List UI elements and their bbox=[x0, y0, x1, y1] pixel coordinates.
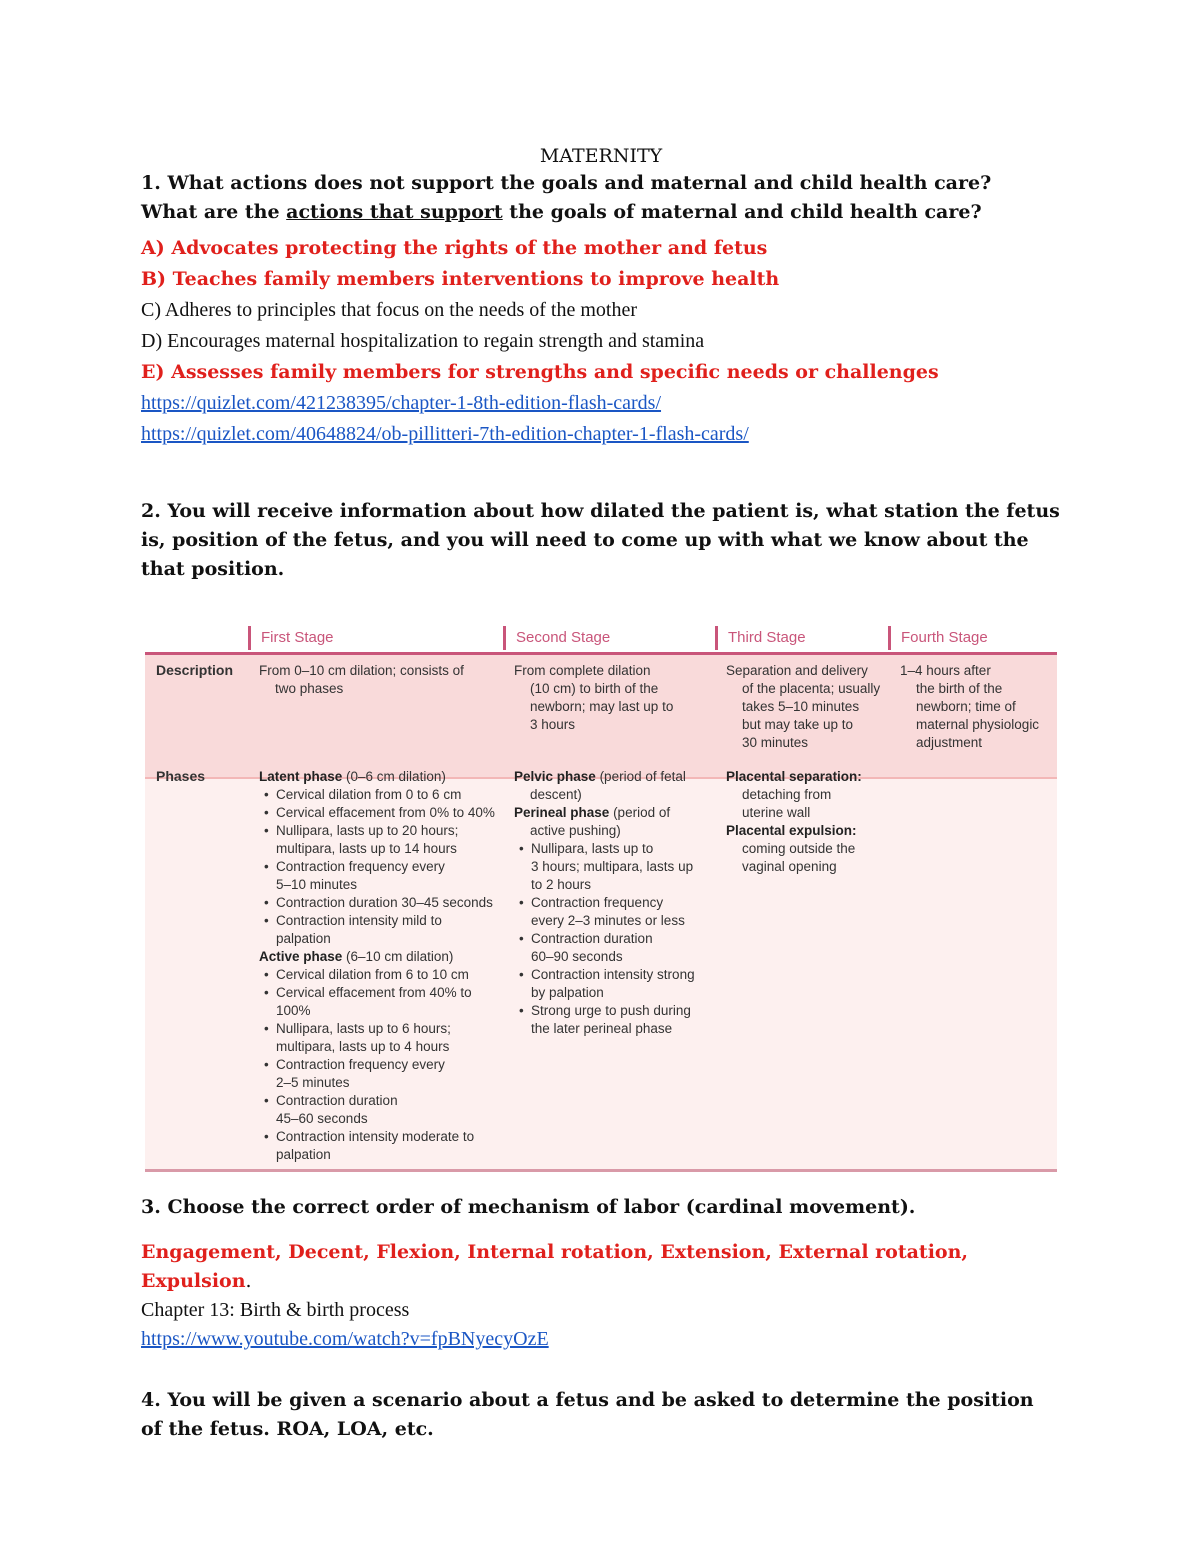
bullet-item-line: palpation bbox=[276, 931, 331, 946]
pelvic-phase-heading bbox=[514, 768, 714, 786]
placental-separation-desc: uterine wall bbox=[742, 805, 811, 820]
bullet-item-line: • Nullipara, lasts up to 6 hours; bbox=[259, 1020, 504, 1038]
desc-first bbox=[259, 662, 499, 698]
active-phase-title: Active phase bbox=[259, 949, 343, 964]
desc-fourth-line: the birth of the bbox=[916, 681, 1003, 696]
desc-third-line: Separation and delivery bbox=[726, 663, 868, 678]
latent-phase-heading bbox=[259, 768, 504, 786]
labor-stages-table bbox=[145, 622, 1057, 1172]
q1-option-c: C) Adheres to principles that focus on the needs of the mother bbox=[141, 299, 637, 321]
q1-line2-pre: What are the bbox=[141, 201, 287, 223]
q3-question: 3. Choose the correct order of mechanism of labor (cardinal movement). bbox=[141, 1196, 916, 1218]
desc-second-line: 3 hours bbox=[530, 717, 576, 732]
q1-link-1[interactable]: https://quizlet.com/421238395/chapter-1-8th-edition-flash-cards/ bbox=[141, 392, 662, 414]
desc-first-line: From 0–10 cm dilation; consists of bbox=[259, 663, 464, 678]
bullet-item-line: • Cervical dilation from 6 to 10 cm bbox=[259, 966, 504, 984]
bullet-item-line: • Cervical dilation from 0 to 6 cm bbox=[259, 786, 504, 804]
q3-answer-period: . bbox=[245, 1270, 252, 1292]
placental-expulsion-desc: coming outside the bbox=[742, 841, 856, 856]
desc-third bbox=[726, 662, 891, 752]
bullet-item-line: • Contraction duration bbox=[514, 930, 714, 948]
bullet-item-line: • Contraction intensity strong bbox=[514, 966, 714, 984]
bullet-item-line: • Contraction duration bbox=[259, 1092, 504, 1110]
desc-fourth-line: 1–4 hours after bbox=[900, 663, 991, 678]
bullet-item-line: 2–5 minutes bbox=[276, 1075, 350, 1090]
bullet-item-line: • Cervical effacement from 40% to bbox=[259, 984, 504, 1002]
bullet-item-line: 45–60 seconds bbox=[276, 1111, 368, 1126]
pelvic-phase-title: Pelvic phase bbox=[514, 769, 596, 784]
desc-fourth-line: newborn; time of bbox=[916, 699, 1016, 714]
document-body-lower bbox=[141, 1193, 1061, 1444]
desc-second bbox=[514, 662, 709, 734]
latent-phase-list bbox=[259, 786, 504, 948]
q1-line2 bbox=[141, 198, 1061, 227]
bullet-item-line: every 2–3 minutes or less bbox=[531, 913, 685, 928]
bullet-item-line: the later perineal phase bbox=[531, 1021, 673, 1036]
row-label-description: Description bbox=[156, 662, 234, 678]
active-phase-heading bbox=[259, 948, 504, 966]
page-title: MATERNITY bbox=[539, 145, 663, 167]
phases-first bbox=[259, 768, 504, 1164]
pelvic-phase-desc: (period of fetal bbox=[595, 769, 686, 784]
desc-second-line: (10 cm) to birth of the bbox=[530, 681, 659, 696]
latent-phase-title: Latent phase bbox=[259, 769, 343, 784]
bullet-item-line: multipara, lasts up to 4 hours bbox=[276, 1039, 450, 1054]
perineal-phase-title: Perineal phase bbox=[514, 805, 610, 820]
bullet-item-line: • Contraction intensity moderate to bbox=[259, 1128, 504, 1146]
desc-third-line: but may take up to bbox=[742, 717, 854, 732]
active-phase-range: (6–10 cm dilation) bbox=[342, 949, 454, 964]
desc-second-line: newborn; may last up to bbox=[530, 699, 674, 714]
active-phase-list bbox=[259, 966, 504, 1164]
placental-expulsion-desc: vaginal opening bbox=[742, 859, 837, 874]
desc-third-line: 30 minutes bbox=[742, 735, 809, 750]
desc-third-line: of the placenta; usually bbox=[742, 681, 881, 696]
q3-chapter: Chapter 13: Birth & birth process bbox=[141, 1299, 410, 1321]
q1-option-a: A) Advocates protecting the rights of the mother and fetus bbox=[141, 237, 768, 259]
pelvic-phase-desc: descent) bbox=[530, 787, 582, 802]
q3-answer-line bbox=[141, 1238, 1061, 1296]
bullet-item-line: 100% bbox=[276, 1003, 311, 1018]
bullet-item-line: 3 hours; multipara, lasts up bbox=[531, 859, 694, 874]
header-second-stage: Second Stage bbox=[503, 626, 711, 650]
phases-second bbox=[514, 768, 714, 1038]
q1-link-2[interactable]: https://quizlet.com/40648824/ob-pillitteri-7th-edition-chapter-1-flash-cards/ bbox=[141, 423, 749, 445]
q3-youtube-link[interactable]: https://www.youtube.com/watch?v=fpBNyecyOzE bbox=[141, 1328, 549, 1350]
bullet-item-line: • Nullipara, lasts up to 20 hours; bbox=[259, 822, 504, 840]
bullet-item-line: • Nullipara, lasts up to bbox=[514, 840, 714, 858]
bullet-item-line: by palpation bbox=[531, 985, 604, 1000]
q2-text: 2. You will receive information about how dilated the patient is, what station the fetus is, position of the fetus, and you will need to come up with what we know about the that position. bbox=[141, 500, 1060, 580]
placental-separation-title: Placental separation: bbox=[726, 769, 862, 784]
perineal-phase-heading bbox=[514, 804, 714, 822]
q1-option-e: E) Assesses family members for strengths and specific needs or challenges bbox=[141, 361, 939, 383]
placental-expulsion-title: Placental expulsion: bbox=[726, 823, 857, 838]
document-body bbox=[141, 143, 1061, 584]
bullet-item-line: palpation bbox=[276, 1147, 331, 1162]
header-first-stage: First Stage bbox=[248, 626, 501, 650]
bullet-item-line: • Contraction frequency every bbox=[259, 858, 504, 876]
table-bottom-rule bbox=[145, 1169, 1057, 1172]
bullet-item-line: • Cervical effacement from 0% to 40% bbox=[259, 804, 504, 822]
bullet-item-line: • Strong urge to push during bbox=[514, 1002, 714, 1020]
q1-line2-underlined: actions that support bbox=[286, 201, 503, 223]
desc-third-line: takes 5–10 minutes bbox=[742, 699, 860, 714]
q1-option-b: B) Teaches family members interventions to improve health bbox=[141, 268, 780, 290]
second-stage-list bbox=[514, 840, 714, 1038]
q1-line2-post: the goals of maternal and child health care? bbox=[502, 201, 982, 223]
q4-text: 4. You will be given a scenario about a fetus and be asked to determine the position of the fetus. ROA, LOA, etc. bbox=[141, 1389, 1034, 1440]
desc-fourth-line: maternal physiologic bbox=[916, 717, 1040, 732]
bullet-item-line: 60–90 seconds bbox=[531, 949, 623, 964]
q1-option-d: D) Encourages maternal hospitalization to regain strength and stamina bbox=[141, 330, 705, 352]
bullet-item-line: multipara, lasts up to 14 hours bbox=[276, 841, 457, 856]
header-fourth-stage: Fourth Stage bbox=[888, 626, 1051, 650]
perineal-phase-desc: active pushing) bbox=[530, 823, 621, 838]
bullet-item-line: • Contraction intensity mild to bbox=[259, 912, 504, 930]
phases-third bbox=[726, 768, 891, 876]
row-label-phases: Phases bbox=[156, 768, 206, 784]
perineal-phase-desc: (period of bbox=[609, 805, 671, 820]
bullet-item-line: 5–10 minutes bbox=[276, 877, 358, 892]
bullet-item-line: to 2 hours bbox=[531, 877, 592, 892]
desc-fourth-line: adjustment bbox=[916, 735, 983, 750]
bullet-item-line: • Contraction frequency bbox=[514, 894, 714, 912]
latent-phase-range: (0–6 cm dilation) bbox=[342, 769, 446, 784]
q1-line1: 1. What actions does not support the goals and maternal and child health care? bbox=[141, 172, 992, 194]
table-header bbox=[145, 622, 1057, 652]
header-third-stage: Third Stage bbox=[715, 626, 888, 650]
bullet-item-line: • Contraction frequency every bbox=[259, 1056, 504, 1074]
desc-first-line: two phases bbox=[275, 681, 344, 696]
q3-answer: Engagement, Decent, Flexion, Internal rotation, Extension, External rotation, Expulsion bbox=[141, 1241, 969, 1292]
desc-second-line: From complete dilation bbox=[514, 663, 651, 678]
placental-separation-desc: detaching from bbox=[742, 787, 832, 802]
bullet-item-line: • Contraction duration 30–45 seconds bbox=[259, 894, 504, 912]
desc-fourth bbox=[900, 662, 1055, 752]
